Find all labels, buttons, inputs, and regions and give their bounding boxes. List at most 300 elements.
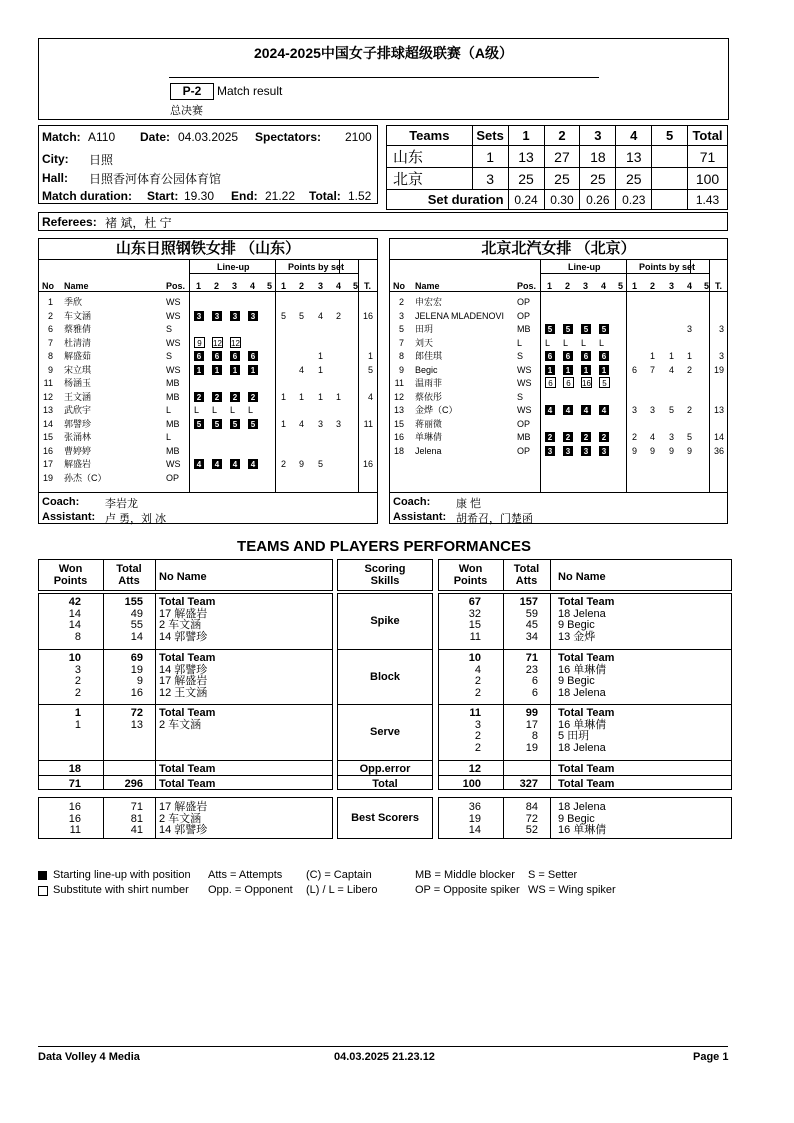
lineup-cell <box>212 350 222 362</box>
won-points-value: 42 <box>68 596 81 608</box>
row-divider <box>438 649 732 650</box>
header-divider <box>169 77 599 78</box>
lineup-cell <box>563 337 568 349</box>
starting-position-marker: 5 <box>230 419 240 429</box>
starting-position-marker: 5 <box>599 324 609 334</box>
set-points: 3 <box>687 324 693 334</box>
libero-marker: L <box>563 337 569 348</box>
performance-title: TEAMS AND PLAYERS PERFORMANCES <box>237 538 531 555</box>
total-b-atts: 327 <box>519 778 538 790</box>
lineup-cell <box>230 458 240 470</box>
player-row <box>39 377 377 389</box>
atts-value: 69 <box>130 652 143 664</box>
set-duration-cell: 1.43 <box>688 190 728 210</box>
col-lineup-set: 3 <box>583 281 589 291</box>
player-row <box>390 310 727 322</box>
column-divider <box>155 559 156 591</box>
subheader-divider <box>540 273 709 274</box>
match-info-box <box>38 125 378 204</box>
col-lineup-set: 1 <box>547 281 553 291</box>
lineup-cell <box>194 310 204 322</box>
col-pos: Pos. <box>517 281 537 291</box>
player-number: 11 <box>394 378 404 388</box>
hall-label: Hall: <box>42 171 69 185</box>
legend-item: MB = Middle blocker <box>415 869 515 881</box>
player-number: 16 <box>42 445 53 456</box>
start-value: 19.30 <box>184 189 215 203</box>
player-name: 宋立琪 <box>64 364 92 375</box>
player-entry: 5 田玥 <box>558 730 590 743</box>
match-value: A110 <box>88 130 116 144</box>
won-points-value: 15 <box>468 619 481 632</box>
player-name: 王文涵 <box>64 391 92 402</box>
col-lineup-set: 4 <box>250 281 256 291</box>
lineup-cell <box>194 391 204 403</box>
atts-value: 23 <box>525 663 538 676</box>
col-no: No <box>393 281 405 291</box>
player-number: 1 <box>47 297 53 307</box>
starting-position-marker: 2 <box>563 432 573 442</box>
lineup-cell <box>581 431 591 443</box>
lineup-cell <box>545 323 555 335</box>
row-divider <box>38 760 333 761</box>
best-won-value: 16 <box>68 812 81 825</box>
player-entry: 9 Begic <box>558 619 595 632</box>
starting-position-marker: 6 <box>599 351 609 361</box>
player-position: MB <box>166 391 180 402</box>
lineup-cell <box>581 323 591 335</box>
lineup-cell <box>212 458 222 470</box>
skill-label: Spike <box>370 615 400 627</box>
best-won-value: 14 <box>468 824 481 837</box>
starting-position-marker: 2 <box>581 432 591 442</box>
player-position: L <box>517 337 523 348</box>
lineup-cell <box>212 364 222 376</box>
set-points: 3 <box>632 405 638 415</box>
lineup-header: Line-up <box>217 262 250 272</box>
lineup-cell <box>194 364 204 376</box>
substitute-marker: 12 <box>231 338 240 348</box>
starting-position-marker: 4 <box>599 405 609 415</box>
no-name-header: No Name <box>558 571 606 583</box>
player-position: WS <box>517 378 532 388</box>
end-value: 21.22 <box>265 189 296 203</box>
score-cell <box>652 146 688 168</box>
score-cell: 25 <box>544 168 580 190</box>
opp-error-a: 18 <box>68 763 81 775</box>
lineup-cell <box>545 377 556 389</box>
row-divider <box>337 649 433 650</box>
best-scorer-entry: 16 单琳倩 <box>558 824 607 837</box>
substitute-marker: 5 <box>599 377 610 388</box>
player-row <box>39 364 377 376</box>
starting-position-marker: 5 <box>194 419 204 429</box>
set-points: 4 <box>299 364 305 375</box>
set-points: 7 <box>650 364 656 375</box>
player-number: 12 <box>393 391 404 402</box>
coach-label: Coach: <box>42 496 80 508</box>
player-name: 申宏宏 <box>415 297 443 307</box>
set-duration-cell: 0.23 <box>616 190 652 210</box>
best-atts-value: 41 <box>130 824 143 837</box>
legend-item: WS = Wing spiker <box>528 884 616 896</box>
set-points: 2 <box>336 310 342 321</box>
col-points-set: 1 <box>281 281 287 291</box>
player-position: L <box>166 405 172 415</box>
player-position: OP <box>166 472 180 483</box>
lineup-cell <box>230 404 235 416</box>
score-header-cell: Total <box>688 126 728 146</box>
score-cell: 13 <box>616 146 652 168</box>
player-entry: 13 金烨 <box>558 631 596 644</box>
row-divider <box>438 704 732 705</box>
atts-value: 17 <box>525 718 538 731</box>
lineup-cell <box>230 337 241 349</box>
player-total-points: 13 <box>713 405 724 415</box>
set-points: 9 <box>687 445 693 456</box>
player-position: MB <box>517 324 531 334</box>
total-a-atts: 296 <box>124 778 143 790</box>
player-name: 季欣 <box>64 297 83 307</box>
set-points: 4 <box>650 432 656 442</box>
lineup-cell <box>581 404 591 416</box>
lineup-cell <box>230 310 240 322</box>
date-value: 04.03.2025 <box>178 130 239 144</box>
score-cell: 100 <box>688 168 728 190</box>
starting-position-marker: 3 <box>563 446 573 456</box>
set-points: 5 <box>669 405 675 415</box>
won-points-header: Won Points <box>53 563 88 587</box>
total-team-label: Total Team <box>159 652 216 664</box>
atts-value: 19 <box>130 663 143 676</box>
player-position: S <box>166 324 173 334</box>
player-entry: 17 解盛岩 <box>159 607 208 620</box>
player-name: JELENA MLADENOVI <box>415 310 505 321</box>
lineup-cell <box>563 445 573 457</box>
starting-position-marker: 1 <box>248 365 258 375</box>
player-row <box>39 431 377 443</box>
player-total-points: 4 <box>367 391 373 402</box>
player-position: OP <box>517 310 531 321</box>
footer-divider <box>38 1046 728 1047</box>
substitute-marker: 9 <box>194 337 205 348</box>
won-points-header: Won Points <box>453 563 488 587</box>
set-duration-label: Set duration <box>387 190 509 210</box>
set-points: 9 <box>650 445 656 456</box>
atts-value: 72 <box>130 707 143 719</box>
set-points: 5 <box>318 459 324 469</box>
player-position: WS <box>166 337 181 348</box>
player-name: 蔡依彤 <box>415 391 443 402</box>
col-lineup-set: 1 <box>196 281 202 291</box>
lineup-cell <box>545 350 555 362</box>
col-total: T. <box>715 281 723 291</box>
player-position: WS <box>517 405 532 415</box>
player-name: 张涌林 <box>64 432 92 442</box>
player-number: 2 <box>47 310 53 321</box>
starting-position-marker: 4 <box>194 459 204 469</box>
best-atts-value: 71 <box>130 801 143 813</box>
player-position: S <box>517 351 524 361</box>
player-position: L <box>166 432 172 442</box>
score-header-cell: 3 <box>580 126 616 146</box>
lineup-cell <box>212 404 217 416</box>
lineup-cell <box>581 445 591 457</box>
set-duration-cell: 0.24 <box>508 190 544 210</box>
libero-marker: L <box>194 405 200 415</box>
legend-item: Substitute with shirt number <box>53 884 189 896</box>
lineup-cell <box>563 350 573 362</box>
row-divider <box>438 775 732 776</box>
row-divider <box>438 760 732 761</box>
lineup-cell <box>212 337 223 349</box>
set-duration-cell: 0.30 <box>544 190 580 210</box>
col-name: Name <box>64 281 89 291</box>
player-position: MB <box>166 418 180 429</box>
legend-item: (L) / L = Libero <box>306 884 378 896</box>
player-number: 15 <box>393 418 404 429</box>
row-divider <box>337 760 433 761</box>
total-b-name: Total Team <box>558 778 615 790</box>
set-points: 5 <box>687 432 693 442</box>
coach-divider <box>39 492 377 493</box>
set-points: 6 <box>632 364 638 375</box>
lineup-cell <box>212 310 222 322</box>
score-header-cell: 1 <box>508 126 544 146</box>
won-points-value: 4 <box>474 663 481 676</box>
player-name: 解盛茹 <box>64 351 92 361</box>
set-duration-row <box>387 190 728 210</box>
atts-value: 16 <box>130 687 143 700</box>
set-points: 2 <box>281 459 287 469</box>
lineup-cell <box>248 310 258 322</box>
col-points-set: 4 <box>687 281 693 291</box>
spectators-value: 2100 <box>345 130 372 144</box>
lineup-cell <box>545 404 555 416</box>
opp-error-b-name: Total Team <box>558 763 615 775</box>
lineup-header: Line-up <box>568 262 601 272</box>
set-points: 1 <box>318 351 324 361</box>
assistant-label: Assistant: <box>393 511 447 523</box>
score-team-name: 山东 <box>387 146 473 168</box>
player-position: MB <box>166 378 180 388</box>
player-entry: 18 Jelena <box>558 687 606 700</box>
skill-label: Serve <box>370 726 400 738</box>
referees-label: Referees: <box>42 215 97 229</box>
subheader-divider <box>189 273 358 274</box>
best-won-value: 16 <box>68 801 81 813</box>
set-points: 1 <box>299 391 305 402</box>
player-position: WS <box>517 364 532 375</box>
total-team-label: Total Team <box>159 707 216 719</box>
atts-value: 14 <box>130 631 143 644</box>
player-number: 16 <box>393 432 404 442</box>
total-atts-header: Total Atts <box>513 563 540 587</box>
best-won-value: 11 <box>69 824 81 837</box>
filled-square-icon <box>38 871 47 880</box>
set-points: 1 <box>318 391 324 402</box>
score-row-team-a <box>387 146 728 168</box>
skill-label: Block <box>370 670 400 683</box>
starting-position-marker: 5 <box>212 419 222 429</box>
player-name: 郭譬珍 <box>64 418 92 429</box>
won-points-value: 11 <box>469 631 481 644</box>
won-points-value: 3 <box>474 718 481 731</box>
player-total-points: 3 <box>718 324 724 334</box>
player-name: 解盛岩 <box>64 459 92 469</box>
coach-label: Coach: <box>393 496 431 508</box>
atts-value: 59 <box>525 607 538 620</box>
player-position: MB <box>517 432 531 442</box>
total-team-label: Total Team <box>558 652 615 664</box>
start-label: Start: <box>147 189 179 203</box>
libero-marker: L <box>248 405 254 415</box>
player-position: OP <box>517 297 531 307</box>
won-points-value: 10 <box>468 652 481 664</box>
atts-value: 99 <box>525 707 538 719</box>
lineup-cell <box>194 404 199 416</box>
team-title: 山东日照钢铁女排 （山东） <box>39 239 377 260</box>
won-points-value: 2 <box>74 675 81 688</box>
score-cell <box>652 168 688 190</box>
starting-position-marker: 3 <box>248 311 258 321</box>
player-entry: 9 Begic <box>558 675 595 688</box>
col-lineup-set: 4 <box>601 281 607 291</box>
team-a-box <box>38 238 378 524</box>
score-header-cell: 2 <box>544 126 580 146</box>
player-number: 13 <box>393 405 404 415</box>
player-entry: 18 Jelena <box>558 607 606 620</box>
set-points: 2 <box>687 364 693 375</box>
best-won-value: 19 <box>468 812 481 825</box>
team-column-headers <box>39 280 377 292</box>
set-points: 9 <box>632 445 638 456</box>
player-row <box>390 445 727 457</box>
won-points-value: 2 <box>474 742 481 755</box>
total-label: Total <box>372 778 398 790</box>
referees-value: 褚 斌，杜 宁 <box>105 216 172 230</box>
hall-value: 日照香河体育公园体育馆 <box>89 172 222 186</box>
player-name: 蒋丽微 <box>415 418 443 429</box>
legend-item: Starting line-up with position <box>53 869 191 881</box>
col-points-set: 5 <box>704 281 710 291</box>
starting-position-marker: 2 <box>212 392 222 402</box>
libero-marker: L <box>599 337 605 348</box>
player-number: 11 <box>43 378 53 388</box>
score-table <box>386 125 728 210</box>
lineup-cell <box>599 350 609 362</box>
set-points: 3 <box>336 418 342 429</box>
lineup-cell <box>599 431 609 443</box>
set-points: 3 <box>318 418 324 429</box>
starting-position-marker: 3 <box>545 446 555 456</box>
player-number: 6 <box>47 324 53 334</box>
score-header-cell: Sets <box>472 126 508 146</box>
best-scorer-entry: 17 解盛岩 <box>159 801 208 813</box>
player-number: 15 <box>42 432 53 442</box>
column-divider <box>709 259 710 493</box>
best-atts-value: 72 <box>525 812 538 825</box>
col-points-set: 3 <box>318 281 324 291</box>
player-entry: 12 王文涵 <box>159 687 208 700</box>
starting-position-marker: 1 <box>581 365 591 375</box>
player-name: 金烨（C） <box>415 405 458 415</box>
referees-box <box>38 212 728 231</box>
player-name: 杜清清 <box>64 337 92 348</box>
end-label: End: <box>231 189 258 203</box>
player-entry: 14 郭譬珍 <box>159 631 208 644</box>
report-subtitle: 总决赛 <box>170 105 203 117</box>
player-row <box>390 350 727 362</box>
won-points-value: 32 <box>468 607 481 620</box>
total-team-label: Total Team <box>558 707 615 719</box>
legend-item: S = Setter <box>528 869 578 881</box>
starting-position-marker: 5 <box>563 324 573 334</box>
player-entry: 2 车文涵 <box>159 718 202 731</box>
best-atts-value: 81 <box>130 812 143 825</box>
starting-position-marker: 2 <box>599 432 609 442</box>
legend-item: (C) = Captain <box>306 869 372 881</box>
player-name: Begic <box>415 364 438 375</box>
row-divider <box>337 775 433 776</box>
player-row <box>39 445 377 457</box>
best-atts-value: 52 <box>525 824 538 837</box>
lineup-cell <box>194 458 204 470</box>
lineup-cell <box>248 418 258 430</box>
team-title: 北京北汽女排 （北京） <box>390 239 727 260</box>
player-row <box>390 404 727 416</box>
footer-center: 04.03.2025 21.23.12 <box>334 1051 435 1063</box>
set-points: 2 <box>632 432 638 442</box>
legend-item: Opp. = Opponent <box>208 884 293 896</box>
lineup-cell <box>599 323 609 335</box>
starting-position-marker: 2 <box>230 392 240 402</box>
set-points: 4 <box>318 310 324 321</box>
lineup-cell <box>545 337 550 349</box>
coach-divider <box>390 492 727 493</box>
column-divider <box>550 559 551 591</box>
player-row <box>39 404 377 416</box>
player-row <box>39 323 377 335</box>
lineup-cell <box>563 404 573 416</box>
total-a-name: Total Team <box>159 778 216 790</box>
won-points-value: 10 <box>68 652 81 664</box>
player-row <box>39 458 377 470</box>
empty-square-icon <box>38 886 48 896</box>
set-points: 5 <box>281 310 287 321</box>
atts-value: 34 <box>525 631 538 644</box>
score-header-cell: 4 <box>616 126 652 146</box>
total-a-won: 71 <box>68 778 81 790</box>
player-entry: 18 Jelena <box>558 742 606 755</box>
won-points-value: 67 <box>468 596 481 608</box>
col-total: T. <box>364 281 372 291</box>
coach-name: 康 恺 <box>456 498 482 510</box>
atts-value: 8 <box>531 730 538 743</box>
set-points: 4 <box>299 418 305 429</box>
set-points: 2 <box>687 405 693 415</box>
player-position: WS <box>166 297 181 307</box>
player-row <box>39 337 377 349</box>
player-name: 车文涵 <box>64 310 92 321</box>
set-points: 1 <box>687 351 693 361</box>
starting-position-marker: 4 <box>581 405 591 415</box>
player-entry: 16 单琳倩 <box>558 718 607 731</box>
lineup-cell <box>599 337 604 349</box>
player-row <box>390 337 727 349</box>
set-duration-cell <box>652 190 688 210</box>
starting-position-marker: 4 <box>248 459 258 469</box>
